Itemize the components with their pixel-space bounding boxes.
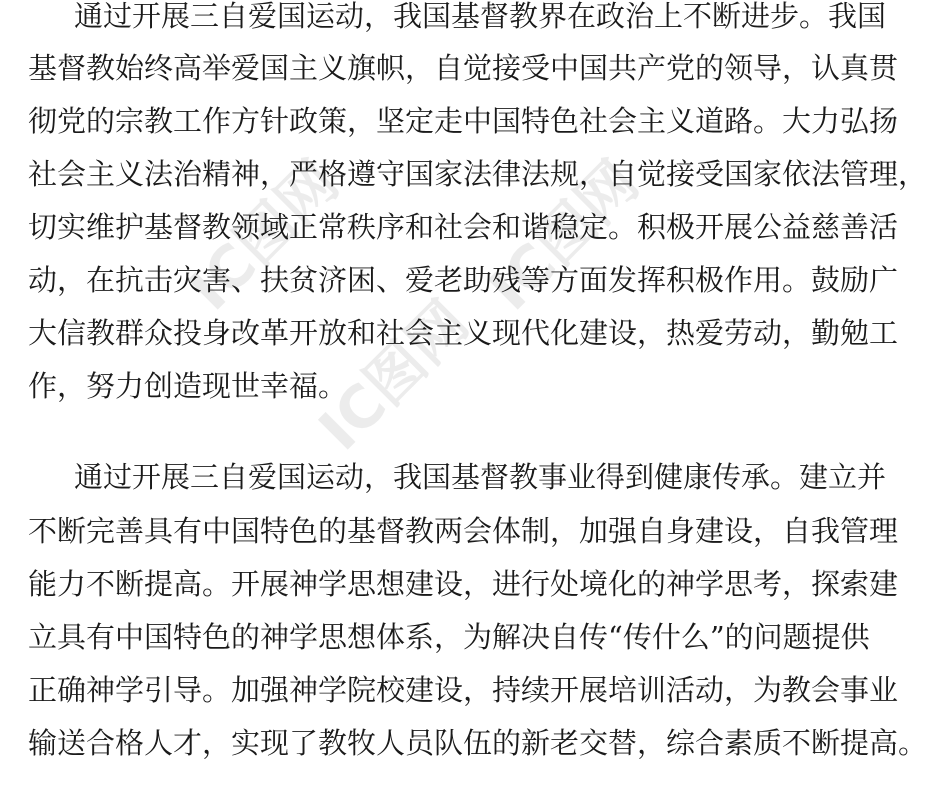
paragraph-line: 不断完善具有中国特色的基督教两会体制，加强自身建设，自我管理 — [28, 514, 899, 548]
paragraph-line: 立具有中国特色的神学思想体系，为解决自传“传什么”的问题提供 — [28, 620, 870, 654]
paragraph-line: 社会主义法治精神，严格遵守国家法律法规，自觉接受国家依法管理， — [28, 157, 927, 191]
paragraph-line: 彻党的宗教工作方针政策，坚定走中国特色社会主义道路。大力弘扬 — [28, 104, 899, 138]
watermark-text: IC图网 — [475, 147, 652, 324]
watermark-text: IC图网 — [175, 147, 352, 324]
paragraph-line: 通过开展三自爱国运动，我国基督教界在政治上不断进步。我国 — [74, 0, 887, 33]
paragraph-line: 作，努力创造现世幸福。 — [28, 369, 348, 403]
paragraph-line: 动，在抗击灾害、扶贫济困、爱老助残等方面发挥积极作用。鼓励广 — [28, 263, 899, 297]
paragraph-line: 基督教始终高举爱国主义旗帜，自觉接受中国共产党的领导，认真贯 — [28, 51, 899, 85]
paragraph-line: 能力不断提高。开展神学思想建设，进行处境化的神学思考，探索建 — [28, 567, 899, 601]
paragraph-line: 正确神学引导。加强神学院校建设，持续开展培训活动，为教会事业 — [28, 673, 899, 707]
paragraph-line: 大信教群众投身改革开放和社会主义现代化建设，热爱劳动，勤勉工 — [28, 316, 899, 350]
paragraph-line: 输送合格人才，实现了教牧人员队伍的新老交替，综合素质不断提高。 — [28, 726, 927, 760]
paragraph-line: 切实维护基督教领域正常秩序和社会和谐稳定。积极开展公益慈善活 — [28, 210, 899, 244]
paragraph-line: 通过开展三自爱国运动，我国基督教事业得到健康传承。建立并 — [74, 460, 887, 494]
watermark-text: IC图网 — [305, 287, 482, 464]
